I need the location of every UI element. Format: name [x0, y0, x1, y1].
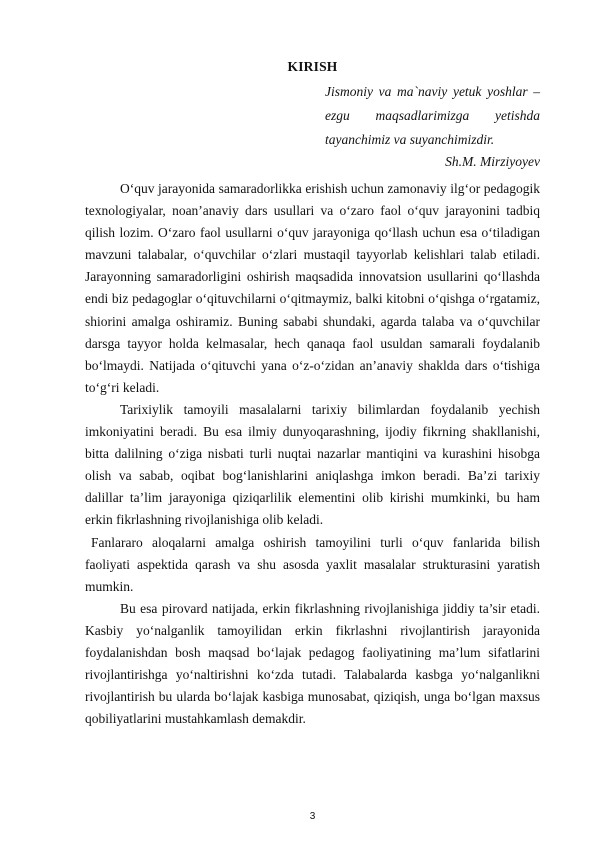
- section-title: KIRISH: [287, 59, 338, 74]
- epigraph-line-1: Jismoniy va ma`naviy yetuk yoshlar –: [325, 84, 540, 99]
- page-number: 3: [309, 811, 316, 822]
- paragraph-1: O‘quv jarayonida samaradorlikka erishish uchun zamonaviy ilg‘or pedagogik texnologiyalar, noan’anaviy dars usullari va o‘zaro faol o‘quv jarayonini tadbiq qilish lozim. O‘zaro faol usullarni o‘quv jarayoniga qo‘llash uchun esa o‘tiladigan mavzuni talabalar, o‘quvchilar o‘zlari mustaqil tayyorlab kelishlari talab etiladi. Jarayonning samaradorligini oshirish maqsadida innovatsion usullarini qo‘llashda endi biz pedagoglar o‘qituvchilarni o‘qitmaymiz, balki kitobni o‘qishga o‘rgatamiz, shiorini amalga oshiramiz. Buning sababi shundaki, agarda talaba va o‘quvchilar darsga tayyor holda kelmasalar, hech qanaqa faol usuldan samarali foydalanib bo‘lmaydi. Natijada o‘qituvchi yana o‘z-o‘zidan an’anaviy shaklda dars o‘tishiga to‘g‘ri keladi.: [85, 181, 540, 395]
- epigraph: [325, 80, 540, 152]
- epigraph-author: Sh.M. Mirziyoyev: [445, 154, 540, 169]
- body-text: [85, 178, 540, 730]
- paragraph-2: Tarixiylik tamoyili masalalarni tarixiy bilimlardan foydalanib yechish imkoniyatini beradi. Bu esa ilmiy dunyoqarashning, ijodiy fikrning shakllanishi, bitta dalilning o‘ziga nisbati turli nuqtai nazarlar mantiqini va kurashini hisobga olish va sabab, oqibat bog‘lanishlarini aniqlashga imkon beradi. Ba’zi tarixiy dalillar ta’lim jarayoniga qiziqarlilik elementini olib kirishi mumkinki, bu ham erkin fikrlashning rivojlanishiga olib keladi.: [85, 401, 540, 528]
- epigraph-line-3: tayanchimiz va suyanchimizdir.: [325, 132, 495, 147]
- epigraph-line-2: ezgu maqsadlarimizga yetishda: [325, 108, 540, 123]
- paragraph-4: Bu esa pirovard natijada, erkin fikrlashning rivojlanishiga jiddiy ta’sir etadi. Kasbiy yo‘nalganlik tamoyilidan erkin fikrlashni rivojlantirish jarayonida foydalanishdan bosh maqsad bo‘lajak pedagog faoliyatining ma’lum sifatlarini rivojlantirishga yo‘naltirishni ko‘zda tutadi. Talabalarda kasbga yo‘nalganlikni rivojlantirish bu ularda bo‘lajak kasbiga munosabat, qiziqish, unga bo‘lgan maxsus qobiliyatlarini mustahkamlash demakdir.: [85, 600, 540, 727]
- paragraph-3: Fanlararo aloqalarni amalga oshirish tamoyilini turli o‘quv fanlarida bilish faoliyati aspektida qarash va shu asosda yaxlit masalalar strukturasini yaratish mumkin.: [85, 534, 540, 594]
